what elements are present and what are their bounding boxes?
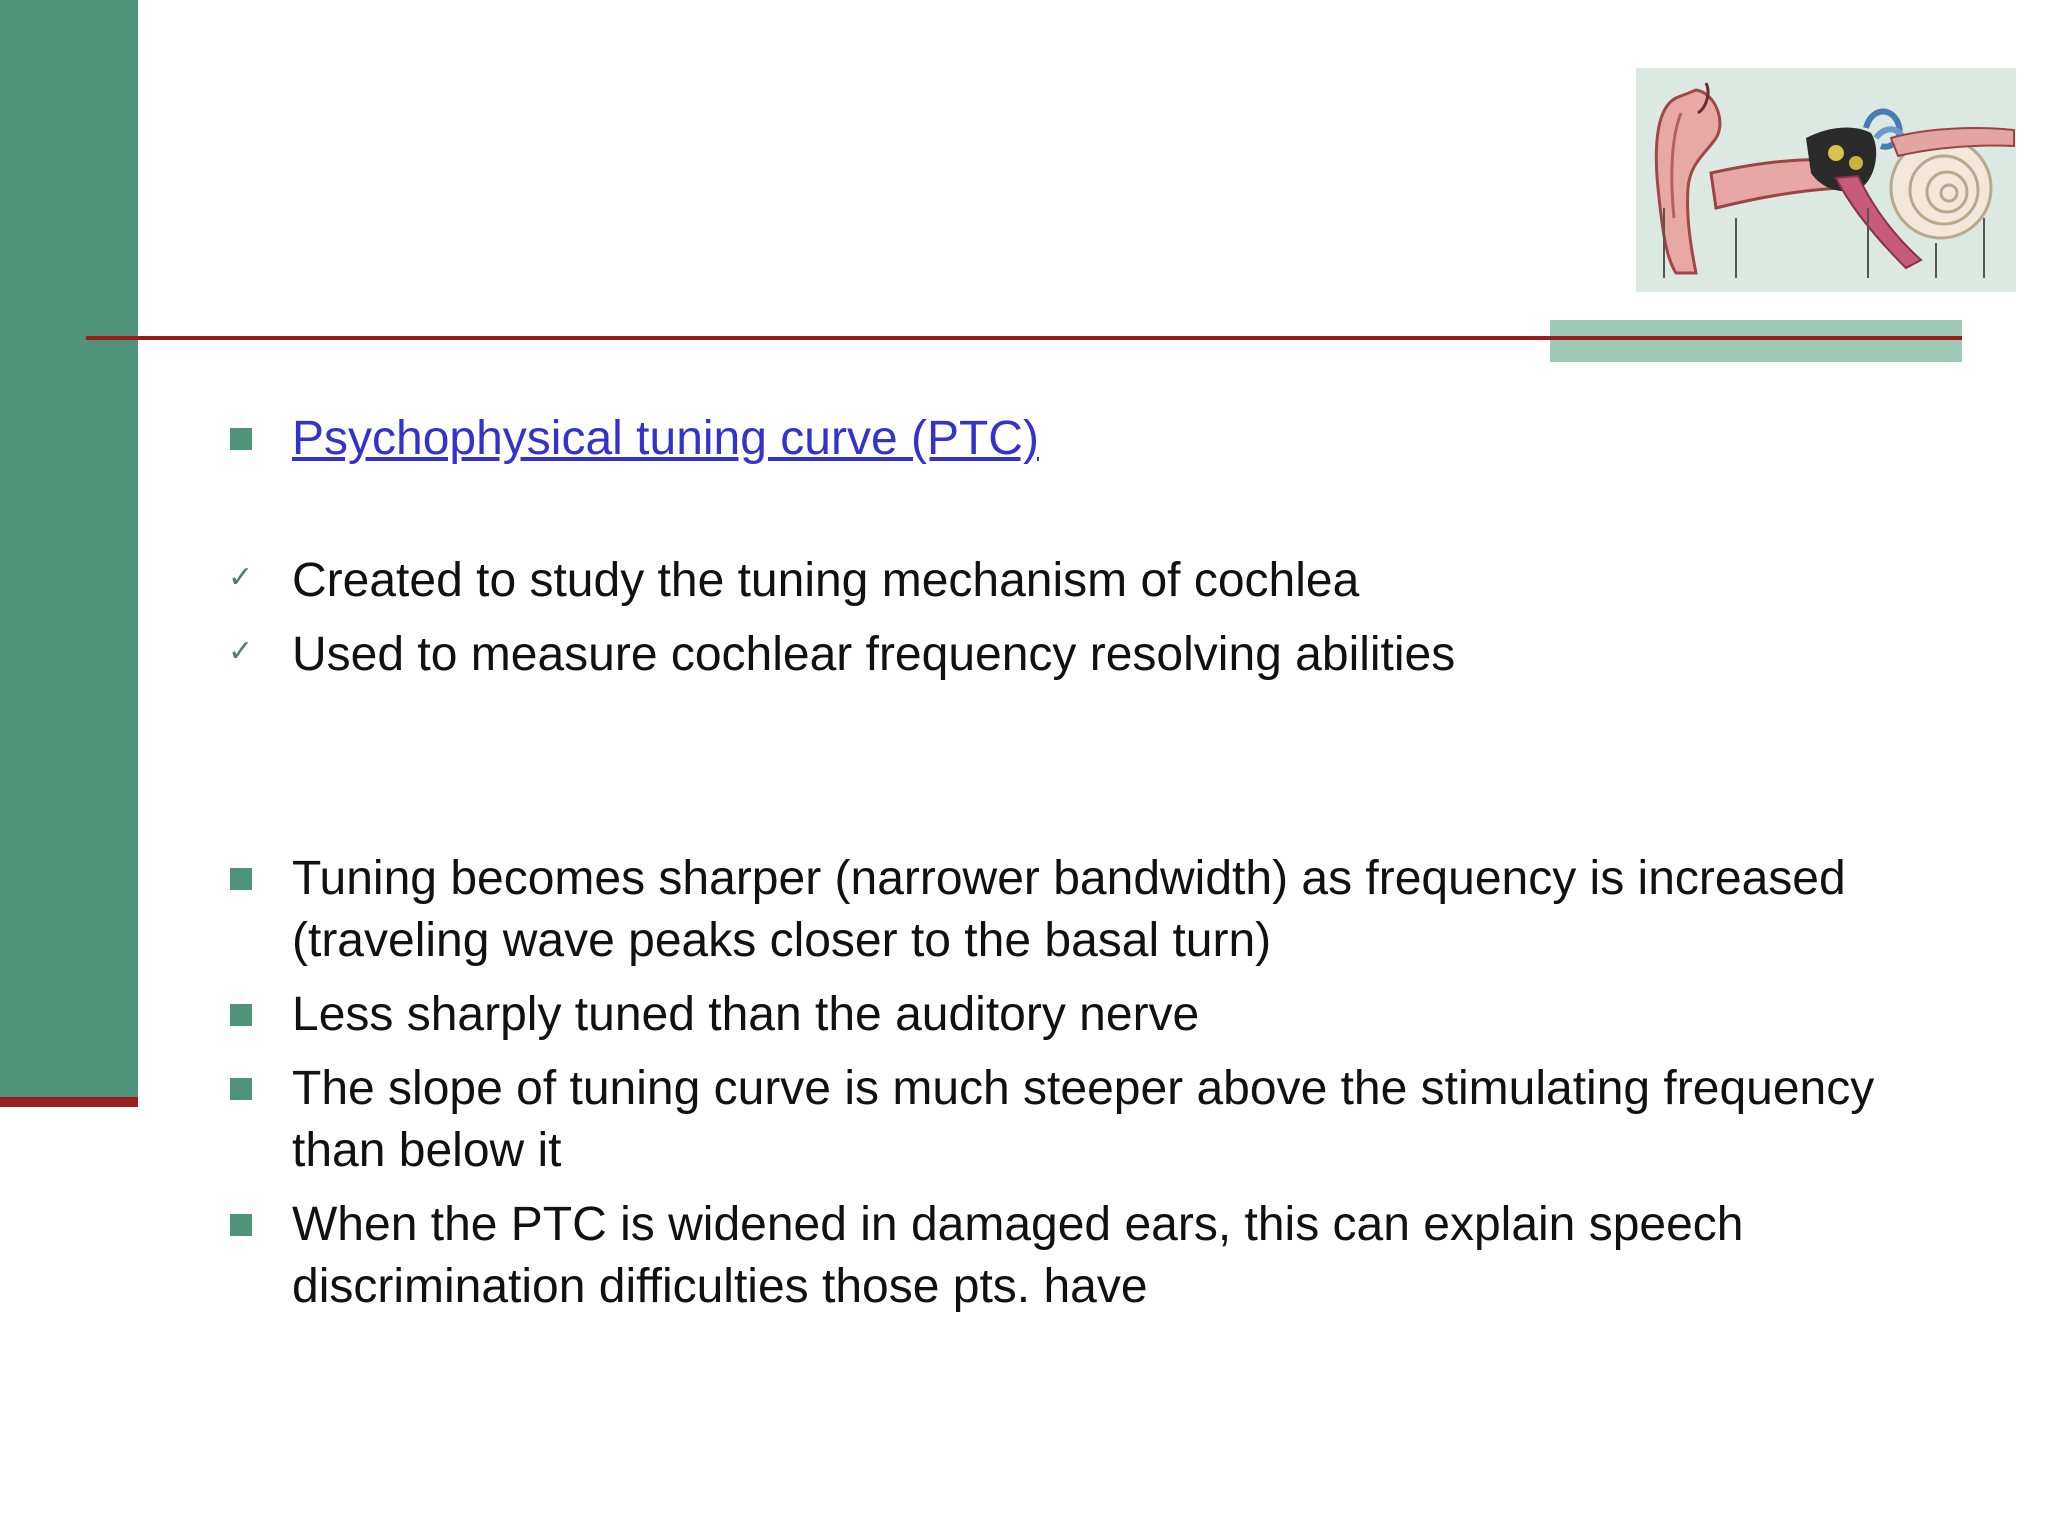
ptc-heading-link[interactable]: Psychophysical tuning curve (PTC) — [292, 412, 1039, 465]
left-sidebar-bar — [0, 0, 138, 1097]
bullet-item-text: The slope of tuning curve is much steeper above the stimulating frequency than below it — [292, 1062, 1875, 1177]
square-bullet-icon — [230, 1078, 252, 1100]
left-sidebar-rule — [0, 1097, 138, 1107]
square-bullet-icon — [230, 1004, 252, 1026]
check-item-1 — [228, 550, 1908, 612]
title-accent-block — [1550, 320, 1962, 362]
ear-anatomy-image — [1636, 68, 2016, 292]
check-item-text: Used to measure cochlear frequency resolving abilities — [292, 628, 1456, 681]
bullet-item-4 — [228, 1194, 1908, 1318]
checkmark-icon: ✓ — [228, 635, 254, 668]
title-divider-rule — [86, 336, 1962, 340]
checkmark-icon: ✓ — [228, 561, 254, 594]
bullet-item-2 — [228, 984, 1908, 1046]
slide-content — [228, 408, 1908, 1318]
square-bullet-icon — [230, 1214, 252, 1236]
check-item-text: Created to study the tuning mechanism of cochlea — [292, 554, 1360, 607]
bullet-heading — [228, 408, 1908, 470]
ear-anatomy-icon — [1636, 68, 2016, 292]
bullet-item-text: When the PTC is widened in damaged ears, this can explain speech discrimination difficulties those pts. have — [292, 1198, 1744, 1313]
bullet-item-3 — [228, 1058, 1908, 1182]
bullet-item-text: Tuning becomes sharper (narrower bandwidth) as frequency is increased (traveling wave peaks closer to the basal turn) — [292, 852, 1846, 967]
bullet-item-1 — [228, 848, 1908, 972]
square-bullet-icon — [230, 428, 252, 450]
check-item-2 — [228, 624, 1908, 686]
bullet-item-text: Less sharply tuned than the auditory nerve — [292, 988, 1200, 1041]
square-bullet-icon — [230, 868, 252, 890]
